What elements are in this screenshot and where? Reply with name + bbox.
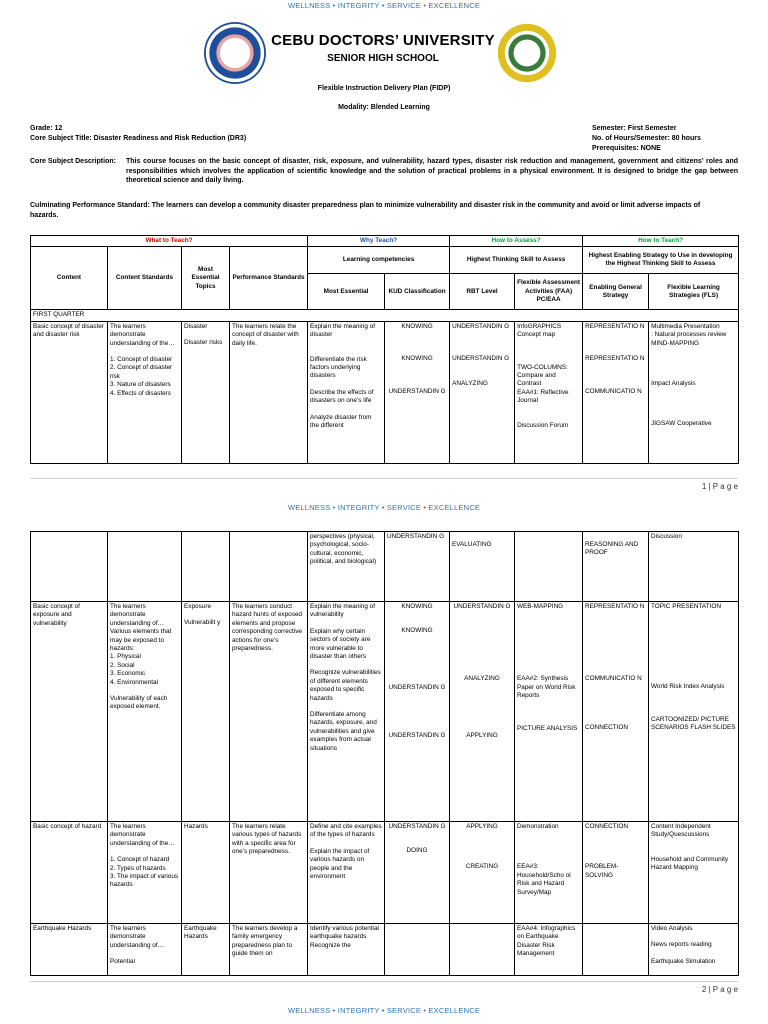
motto-bottom: WELLNESS • INTEGRITY • SERVICE • EXCELLENCE xyxy=(287,1006,481,1015)
faa-cell: InfoGRAPHICS Concept map TWO-COLUMNS: Compare and Contrast EAA#1: Reflective Journal Discussion Forum xyxy=(515,321,583,463)
content-cell: Basic concept of hazard xyxy=(31,822,108,924)
table-row xyxy=(31,924,739,976)
page-divider xyxy=(30,981,738,982)
how-to-assess-header: How to Assess? xyxy=(450,236,583,247)
content-cell: Earthquake Hazards xyxy=(31,924,108,976)
fls-cell: Content Independent Study/Quescussions Household and Community Hazard Mapping xyxy=(649,822,739,924)
subject-description: This course focuses on the basic concept of disaster, risk, exposure, and vulnerability, hazard types, disaster risk reduction and management, government and citizens’ roles and responsibilities which involves the application of scientific knowledge and the solution of practical problems in a physical environment. It is designed to bridge the gap between theoretical science and daily living. xyxy=(126,158,738,184)
table-row xyxy=(31,321,739,463)
table-row xyxy=(31,602,739,822)
university-name: CEBU DOCTORS’ UNIVERSITY xyxy=(271,32,495,49)
col-performance-standards: Performance Standards xyxy=(230,247,308,310)
performance-cell: The learners relate the concept of disaster with daily life. xyxy=(230,321,308,463)
performance-cell: The learners develop a family emergency preparedness plan to guide them on xyxy=(230,924,308,976)
description-label: Core Subject Description: xyxy=(30,158,116,165)
fls-cell: Video Analysis News reports reading Earthquake Simulation xyxy=(649,924,739,976)
competency-cell: Explain the meaning of vulnerability Explain why certain sectors of society are more vulnerable to disaster than others Recognize vulnerabilities of different elements exposed to specific hazards Differentiate among hazards, exposure, and vulnerabilities and give examples from actual situations xyxy=(308,602,385,822)
egs-cell: REPRESENTATIO N REPRESENTATIO N COMMUNICATIO N xyxy=(583,321,649,463)
university-seal-icon xyxy=(204,22,266,84)
quarter-label: FIRST QUARTER xyxy=(31,310,739,321)
col-fls: Flexible Learning Strategies (FLS) xyxy=(649,274,739,310)
standards-cell: The learners demonstrate understanding of… Various elements that may be exposed to hazards: 1. Physical 2. Social 3. Economic 4. Environmental Vulnerability of each exposed element. xyxy=(108,602,182,822)
school-seal-icon xyxy=(496,22,558,84)
plan-title: Flexible Instruction Delivery Plan (FIDP) xyxy=(317,85,451,92)
col-most-essential: Most Essential xyxy=(308,274,385,310)
page-number-1: 1 | P a g e xyxy=(701,482,738,491)
col-rbt: RBT Level xyxy=(450,274,515,310)
fls-cell: Multimedia Presentation : Natural processes review MIND-MAPPING Impact Analysis JIGSAW Cooperative xyxy=(649,321,739,463)
egs-cell: REASONING AND PROOF xyxy=(583,532,649,602)
competency-cell: Define and cite examples of the types of hazards Explain the impact of various hazards on people and the environment xyxy=(308,822,385,924)
table-row xyxy=(31,822,739,924)
hours: No. of Hours/Semester: 80 hours xyxy=(592,135,701,142)
topics-cell: Earthquake Hazards xyxy=(182,924,230,976)
performance-cell: The learners conduct hazard hunts of exposed elements and propose corresponding corrective actions for one’s preparedness. xyxy=(230,602,308,822)
competency-cell: Explain the meaning of disaster Differentiate the risk factors underlying disasters Describe the effects of disasters on one’s life Analyze disaster from the different xyxy=(308,321,385,463)
content-cell: Basic concept of exposure and vulnerability xyxy=(31,602,108,822)
how-to-teach-header: How to Teach? xyxy=(583,236,739,247)
why-teach-header: Why Teach? xyxy=(308,236,450,247)
fls-cell: Discussion xyxy=(649,532,739,602)
grade: Grade: 12 xyxy=(30,125,63,132)
egs-cell: CONNECTION PROBLEM-SOLVING xyxy=(583,822,649,924)
fidp-table-page2 xyxy=(30,531,739,976)
motto-top: WELLNESS • INTEGRITY • SERVICE • EXCELLENCE xyxy=(287,1,481,10)
prerequisites: Prerequisites: NONE xyxy=(592,145,661,152)
col-highest-thinking: Highest Thinking Skill to Assess xyxy=(450,247,583,274)
subject-title: Core Subject Title: Disaster Readiness and Risk Reduction (DR3) xyxy=(30,135,247,142)
standards-cell: The learners demonstrate understanding of… Potential xyxy=(108,924,182,976)
performance-cell: The learners relate various types of hazards with a specific area for one’s preparedness. xyxy=(230,822,308,924)
col-kud: KUD Classification xyxy=(385,274,450,310)
culminating-standard: Culminating Performance Standard: The learners can develop a community disaster preparedness plan to minimize vulnerability and disaster risk in the community and avoid or limit adverse impacts of hazards. xyxy=(30,202,701,219)
col-content-standards: Content Standards xyxy=(108,247,182,310)
motto-page2-top: WELLNESS • INTEGRITY • SERVICE • EXCELLENCE xyxy=(287,503,481,512)
fidp-table-page1 xyxy=(30,235,739,464)
table-row xyxy=(31,532,739,602)
page-number-2: 2 | P a g e xyxy=(701,985,738,994)
content-cell: Basic concept of disaster and disaster risk xyxy=(31,321,108,463)
faa-cell: WEB-MAPPING EAA#2: Synthesis Paper on World Risk Reports PICTURE ANALYSIS xyxy=(515,602,583,822)
egs-cell: REPRESENTATIO N COMMUNICATIO N CONNECTION xyxy=(583,602,649,822)
kud-cell: UNDERSTANDIN G DOING xyxy=(385,822,450,924)
col-faa: Flexible Assessment Activities (FAA) PC/EAA xyxy=(515,274,583,310)
faa-cell: EAA#4: Infographics on Earthquake Disaster Risk Management xyxy=(515,924,583,976)
standards-cell: The learners demonstrate understanding of the… 1. Concept of disaster 2. Concept of disaster risk 3. Nature of disasters 4. Effects of disasters xyxy=(108,321,182,463)
rbt-cell: UNDERSTANDIN G UNDERSTANDIN G ANALYZING xyxy=(450,321,515,463)
col-highest-enabling: Highest Enabling Strategy to Use in developing the Highest Thinking Skill to Assess xyxy=(583,247,739,274)
rbt-cell: APPLYING CREATING xyxy=(450,822,515,924)
standards-cell: The learners demonstrate understanding of the… 1. Concept of hazard 2. Types of hazards 3. The impact of various hazards xyxy=(108,822,182,924)
university-header xyxy=(0,18,768,88)
competency-cell: Identify various potential earthquake hazards Recognize the xyxy=(308,924,385,976)
kud-cell: KNOWING KNOWING UNDERSTANDIN G xyxy=(385,321,450,463)
rbt-cell: EVALUATING xyxy=(450,532,515,602)
page-divider xyxy=(30,478,738,479)
col-content: Content xyxy=(31,247,108,310)
kud-cell: KNOWING KNOWING UNDERSTANDIN G UNDERSTANDIN G xyxy=(385,602,450,822)
kud-cell: UNDERSTANDIN G xyxy=(385,532,450,602)
competency-cell: perspectives (physical, psychological, socio-cultural, economic, political, and biological) xyxy=(308,532,385,602)
topics-cell: Exposure Vulnerabilit y xyxy=(182,602,230,822)
col-most-essential-topics: Most Essential Topics xyxy=(182,247,230,310)
faa-cell: Demonstration EEA#3: Household/Scho ol Risk and Hazard Survey/Map xyxy=(515,822,583,924)
topics-cell: Hazards xyxy=(182,822,230,924)
fls-cell: TOPIC PRESENTATION World Risk Index Analysis CARTOONIZED/ PICTURE SCENARIOS FLASH SLIDES xyxy=(649,602,739,822)
topics-cell: Disaster Disaster risks xyxy=(182,321,230,463)
what-to-teach-header: What to Teach? xyxy=(31,236,308,247)
plan-modality: Modality: Blended Learning xyxy=(338,104,430,111)
col-egs: Enabling General Strategy xyxy=(583,274,649,310)
school-name: SENIOR HIGH SCHOOL xyxy=(327,53,439,64)
col-learning-competencies: Learning competencies xyxy=(308,247,450,274)
semester: Semester: First Semester xyxy=(592,125,677,132)
rbt-cell: UNDERSTANDIN G ANALYZING APPLYING xyxy=(450,602,515,822)
